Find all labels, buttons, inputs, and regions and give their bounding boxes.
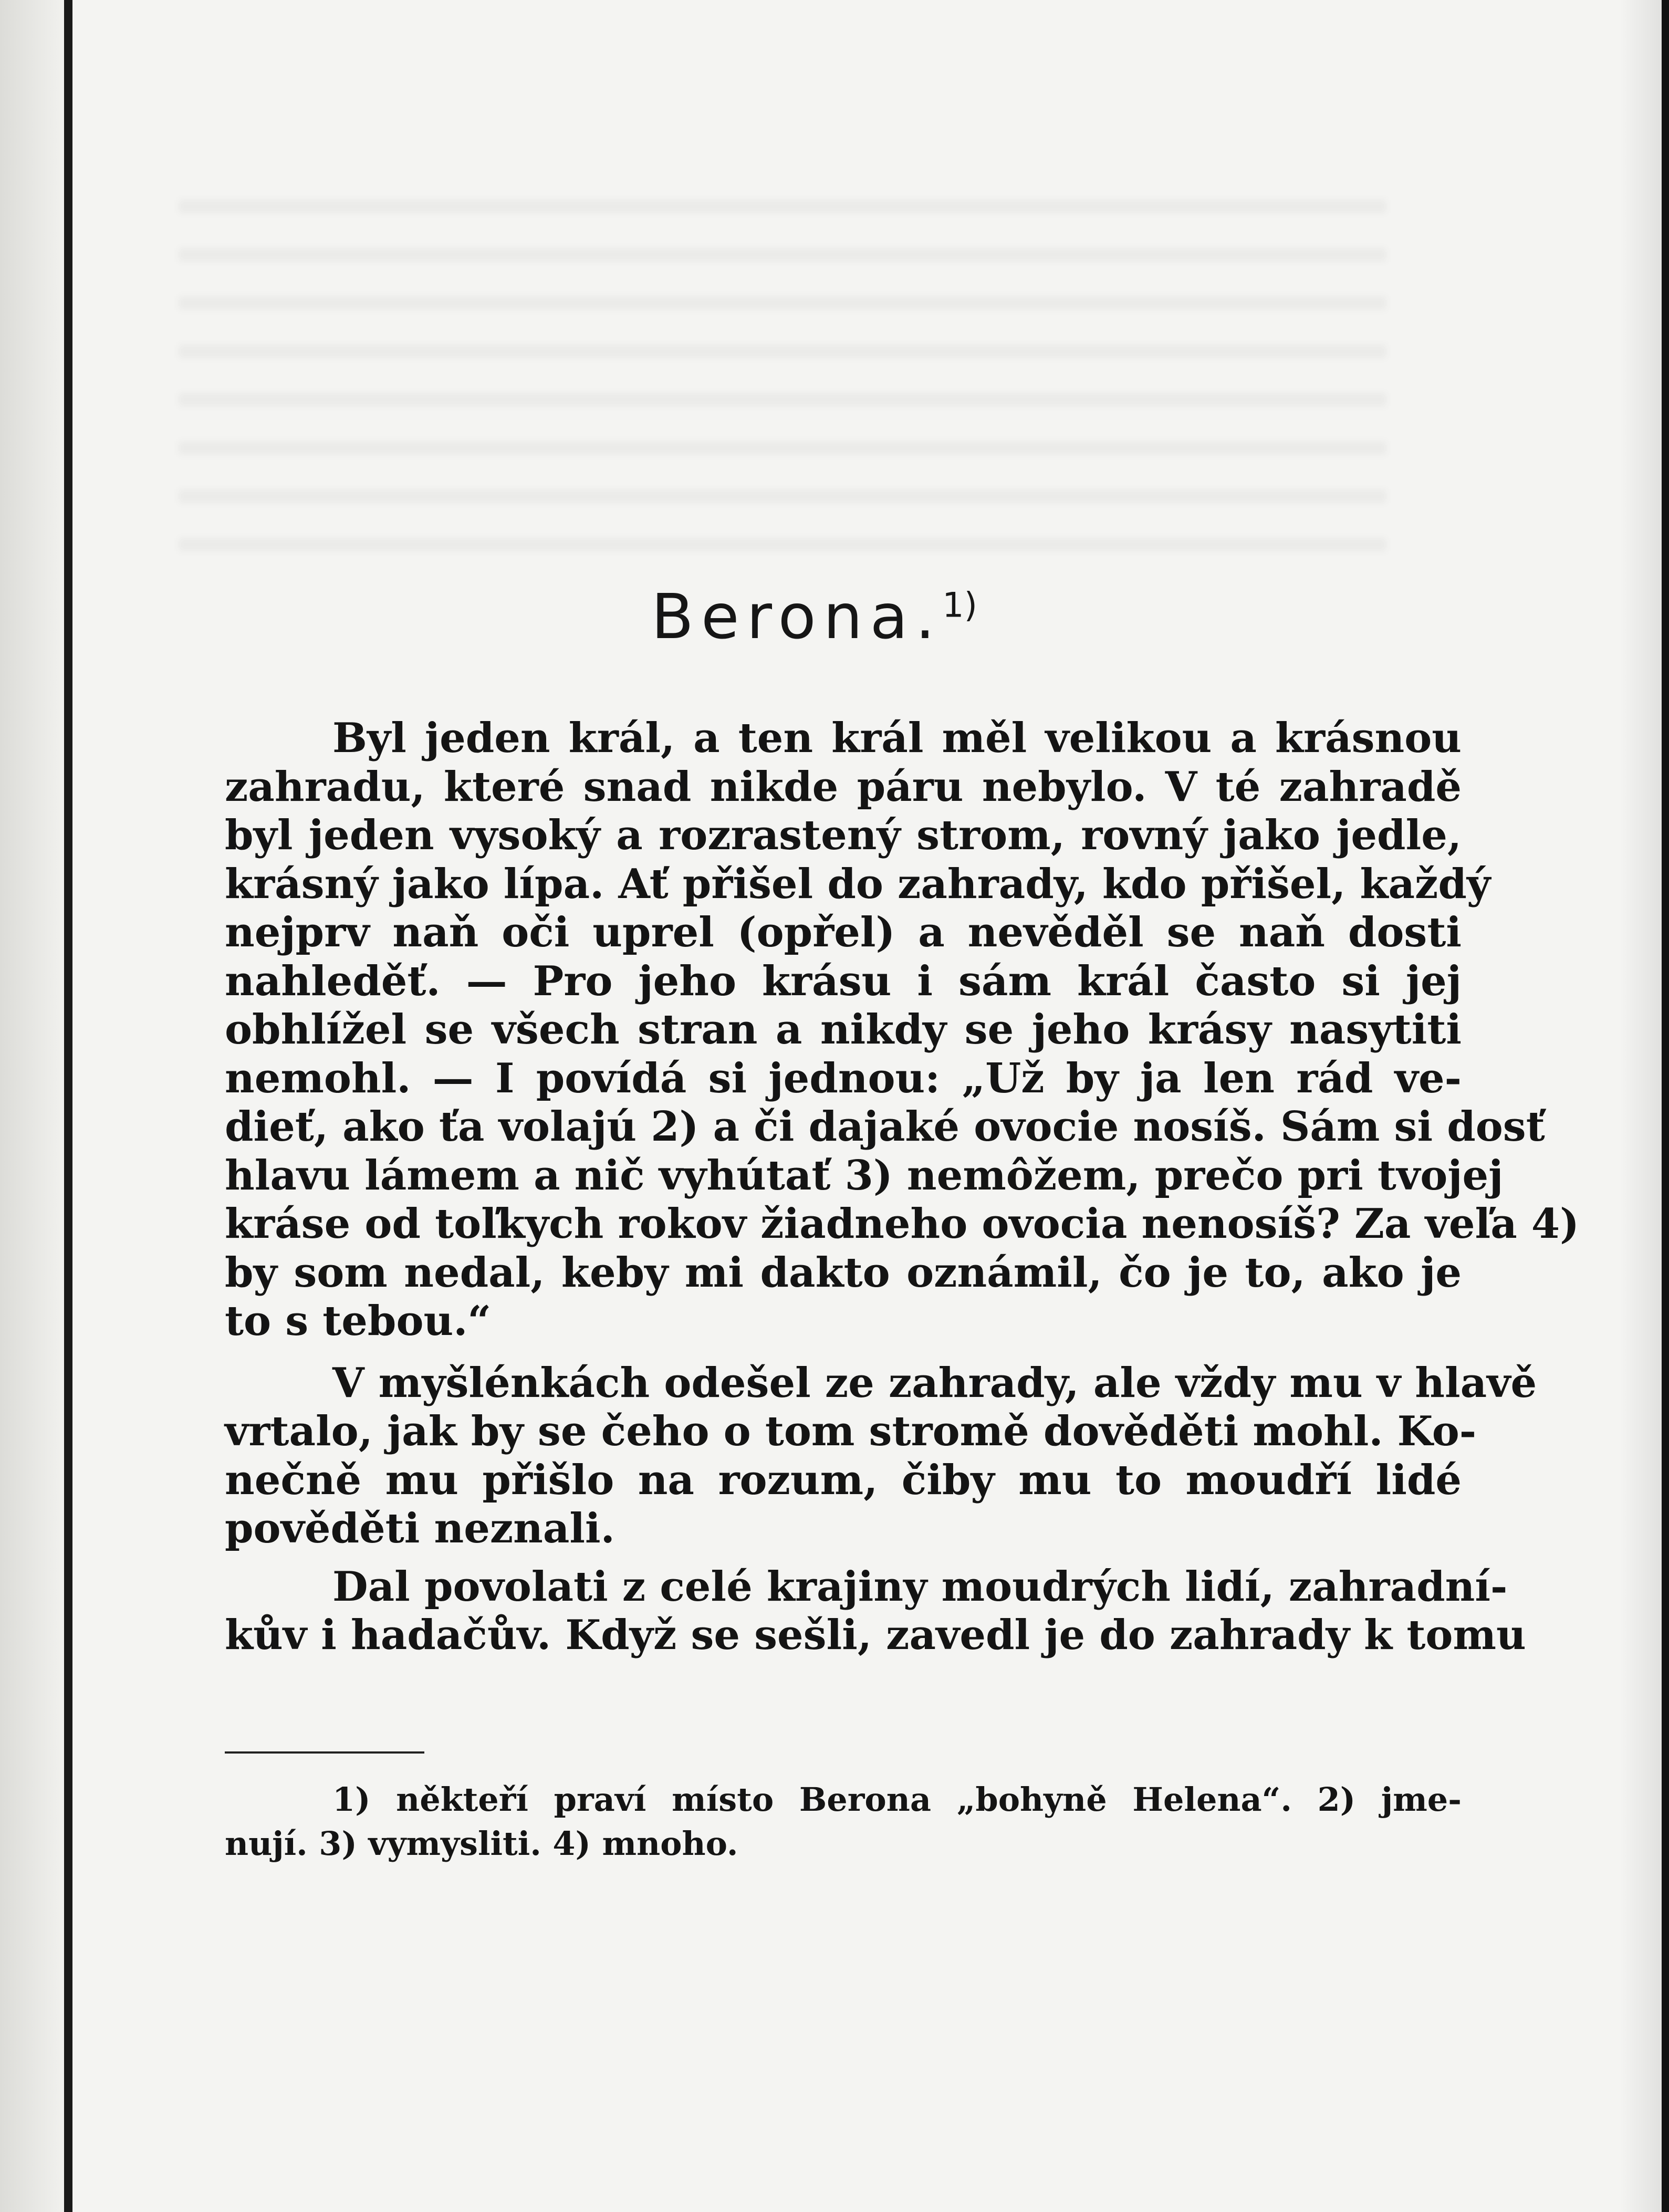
text-line: hlavu lámem a nič vyhútať 3) nemôžem, prečo pri tvojej — [225, 1151, 1504, 1199]
text-line: nejprv naň oči uprel (opřel) a nevěděl se naň dosti — [225, 909, 1462, 956]
story-body — [225, 714, 1580, 1660]
text-line: dieť, ako ťa volajú 2) a či dajaké ovocie nosíš. Sám si dosť — [225, 1103, 1545, 1151]
title-text: Berona. — [651, 580, 943, 653]
book-spine-edge — [64, 0, 72, 2212]
text-line: kův i hadačův. Když se sešli, zavedl je do zahrady k tomu — [225, 1611, 1526, 1659]
page-title — [651, 580, 977, 653]
footnotes — [225, 1778, 1462, 1866]
text-line: kráse od toľkych rokov žiadneho ovocia nenosíš? Za veľa 4) — [225, 1200, 1580, 1248]
text-line: Byl jeden král, a ten král měl velikou a krásnou — [332, 714, 1462, 762]
page-gutter-shadow — [0, 0, 64, 2212]
text-line: byl jeden vysoký a rozrastený strom, rovný jako jedle, — [225, 811, 1462, 859]
text-line: to s tebou.“ — [225, 1297, 492, 1345]
text-line: zahradu, které snad nikde páru nebylo. V té zahradě — [225, 763, 1462, 811]
text-line: nemohl. — I povídá si jednou: „Už by ja len rád ve- — [225, 1054, 1462, 1102]
text-line: krásný jako lípa. Ať přišel do zahrady, kdo přišel, každý — [225, 860, 1491, 908]
right-edge-shade — [1620, 0, 1662, 2212]
text-line: by som nedal, keby mi dakto oznámil, čo je to, ako je — [225, 1248, 1462, 1297]
text-line: vrtalo, jak by se čeho o tom stromě dověděti mohl. Ko- — [225, 1407, 1477, 1455]
title-footnote-marker: 1) — [942, 586, 977, 625]
footnote-line: nují. 3) vymysliti. 4) mnoho. — [225, 1824, 738, 1863]
footnote-divider — [225, 1751, 424, 1754]
text-line: nečně mu přišlo na rozum, čiby mu to moudří lidé — [225, 1456, 1462, 1504]
text-line: V myšlénkách odešel ze zahrady, ale vždy mu v hlavě — [332, 1359, 1537, 1407]
right-page-edge — [1662, 0, 1669, 2212]
footnote-line: 1) někteří praví místo Berona „bohyně Helena“. 2) jme- — [332, 1780, 1462, 1819]
text-line: pověděti neznali. — [225, 1505, 615, 1552]
bleed-through-texture — [179, 200, 1386, 578]
text-line: nahleděť. — Pro jeho krásu i sám král často si jej — [225, 957, 1462, 1005]
text-line: Dal povolati z celé krajiny moudrých lidí, zahradní- — [332, 1562, 1508, 1611]
text-line: obhlížel se všech stran a nikdy se jeho krásy nasytiti — [225, 1006, 1462, 1053]
